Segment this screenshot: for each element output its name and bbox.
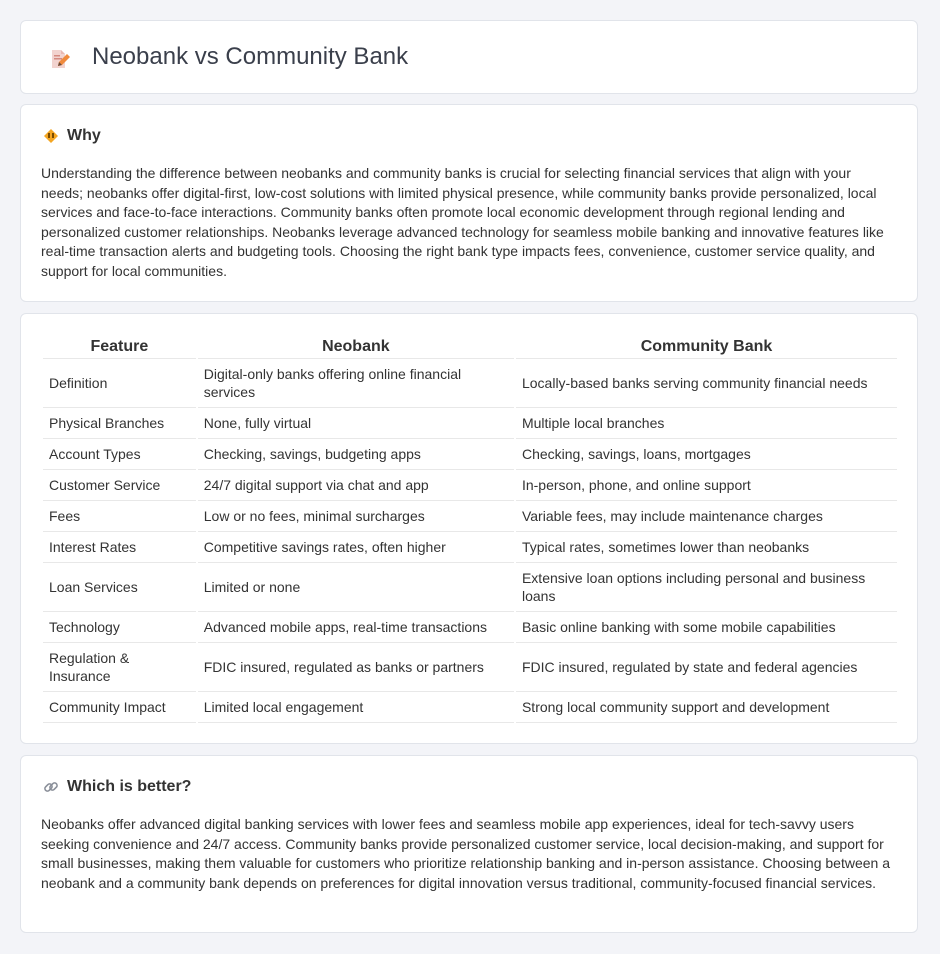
- why-body: Understanding the difference between neobanks and community banks is crucial for selecting financial services that align with your needs; neobanks offer digital-first, low-cost solutions with limited physical presence, while community banks provide personalized, local services and face-to-face interactions. Community banks often promote local economic development through regional lending and personalized customer relationships. Neobanks leverage advanced technology for seamless mobile banking and innovative features like real-time transaction alerts and budgeting tools. Choosing the right bank type impacts fees, convenience, customer service quality, and support for local communities.: [41, 165, 884, 279]
- link-icon: [43, 779, 59, 795]
- neobank-cell: None, fully virtual: [198, 408, 514, 439]
- better-body: Neobanks offer advanced digital banking services with lower fees and seamless mobile app experiences, ideal for tech-savvy users seeking convenience and 24/7 access. Community banks provide personalized customer service, local decision-making, and support for small businesses, making them valuable for customers who prioritize relationship banking and in-person assistance. Choosing between a neobank and a community bank depends on preferences for digital innovation versus traditional, community-focused financial services.: [41, 816, 891, 891]
- neobank-cell: Advanced mobile apps, real-time transactions: [198, 612, 514, 643]
- neobank-cell: Limited local engagement: [198, 692, 514, 723]
- neobank-cell: Digital-only banks offering online financial services: [198, 359, 514, 408]
- comparison-section: [20, 313, 918, 744]
- neobank-cell: FDIC insured, regulated as banks or partners: [198, 643, 514, 692]
- table-row: [43, 532, 897, 563]
- table-row: [43, 470, 897, 501]
- document-edit-icon: [47, 47, 71, 71]
- which-is-better-section: [20, 755, 918, 933]
- table-row: [43, 612, 897, 643]
- community-bank-cell: Typical rates, sometimes lower than neobanks: [516, 532, 897, 563]
- table-row: [43, 359, 897, 408]
- feature-cell: Account Types: [43, 439, 196, 470]
- community-bank-cell: Locally-based banks serving community financial needs: [516, 359, 897, 408]
- table-row: [43, 501, 897, 532]
- feature-cell: Physical Branches: [43, 408, 196, 439]
- table-row: [43, 643, 897, 692]
- table-row: [43, 439, 897, 470]
- feature-cell: Technology: [43, 612, 196, 643]
- feature-cell: Regulation & Insurance: [43, 643, 196, 692]
- neobank-cell: Competitive savings rates, often higher: [198, 532, 514, 563]
- neobank-cell: 24/7 digital support via chat and app: [198, 470, 514, 501]
- neobank-cell: Low or no fees, minimal surcharges: [198, 501, 514, 532]
- header-neobank: Neobank: [198, 336, 514, 359]
- feature-cell: Customer Service: [43, 470, 196, 501]
- neobank-cell: Limited or none: [198, 563, 514, 612]
- table-row: [43, 692, 897, 723]
- community-bank-cell: Strong local community support and development: [516, 692, 897, 723]
- neobank-cell: Checking, savings, budgeting apps: [198, 439, 514, 470]
- feature-cell: Fees: [43, 501, 196, 532]
- community-bank-cell: FDIC insured, regulated by state and federal agencies: [516, 643, 897, 692]
- feature-cell: Loan Services: [43, 563, 196, 612]
- better-heading: Which is better?: [67, 778, 192, 795]
- why-section: [20, 104, 918, 302]
- community-bank-cell: Multiple local branches: [516, 408, 897, 439]
- community-bank-cell: In-person, phone, and online support: [516, 470, 897, 501]
- community-bank-cell: Basic online banking with some mobile capabilities: [516, 612, 897, 643]
- header-community-bank: Community Bank: [516, 336, 897, 359]
- header-feature: Feature: [43, 336, 196, 359]
- table-header-row: [43, 336, 897, 359]
- community-bank-cell: Variable fees, may include maintenance charges: [516, 501, 897, 532]
- title-card: [20, 20, 918, 94]
- comparison-table: [41, 336, 899, 723]
- table-row: [43, 408, 897, 439]
- diamond-warning-icon: [43, 128, 59, 144]
- feature-cell: Community Impact: [43, 692, 196, 723]
- page-title: Neobank vs Community Bank: [92, 43, 409, 70]
- community-bank-cell: Extensive loan options including personal and business loans: [516, 563, 897, 612]
- feature-cell: Definition: [43, 359, 196, 408]
- why-heading: Why: [67, 127, 101, 144]
- feature-cell: Interest Rates: [43, 532, 196, 563]
- table-row: [43, 563, 897, 612]
- community-bank-cell: Checking, savings, loans, mortgages: [516, 439, 897, 470]
